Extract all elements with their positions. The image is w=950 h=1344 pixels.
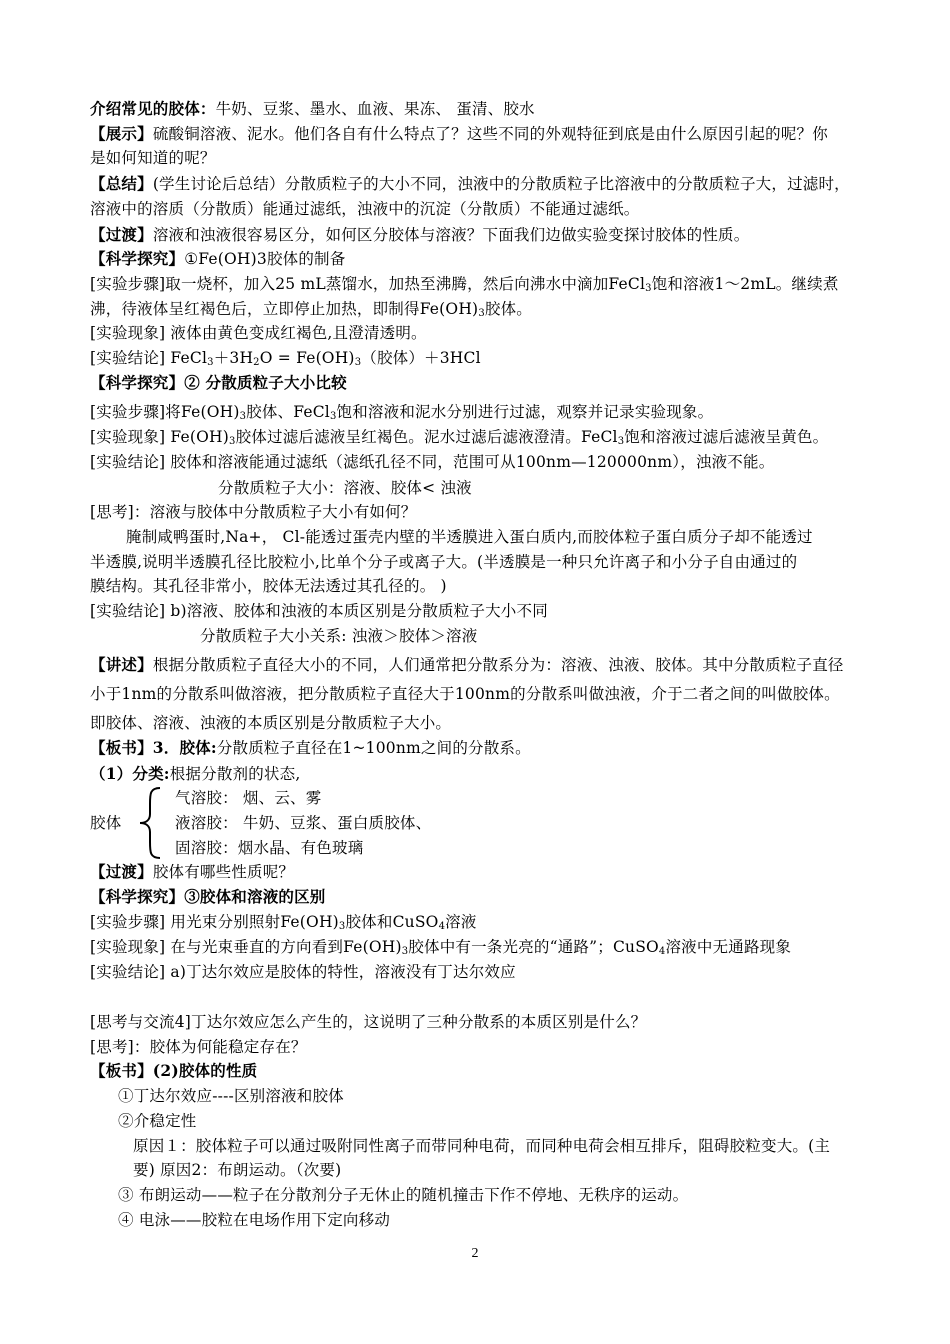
science-explore-3: 【科学探究】③胶体和溶液的区别 <box>90 887 326 906</box>
summary-paragraph: 【总结】(学生讨论后总结）分散质粒子的大小不同，浊液中的分散质粒子比溶液中的分散质粒子大，过滤时， <box>90 174 850 193</box>
salted-egg-paragraph-cont2: 膜结构。其孔径非常小，胶体无法透过其孔径的。 ) <box>90 577 447 595</box>
property-brownian: ③ 布朗运动——粒子在分散剂分子无休止的随机撞击下作不停地、无秩序的运动。 <box>118 1186 689 1204</box>
lecture-paragraph-cont1: 小于1nm的分散系叫做溶液，把分散质粒子直径大于100nm的分散系叫做浊液，介于二者之间的叫做胶体。 <box>90 685 840 703</box>
particle-size-line: 分散质粒子大小：溶液、胶体< 浊液 <box>218 479 472 497</box>
experiment-phenomenon-2: [实验现象] $Fe(OH)_3$胶体过滤后滤液呈红褐色。泥水过滤后滤液澄清。FeCl$_3$饱和溶液过滤后滤液呈黄色。 <box>90 428 829 447</box>
reason-1: 原因１：胶体粒子可以通过吸附同性离子而带同种电荷，而同种电荷会相互排斥，阻碍胶粒变大。(主 <box>133 1137 831 1155</box>
experiment-conclusion-1: [实验结论] $FeCl_3+3H_2O = Fe(OH)_3$（胶体）＋3HCl <box>90 349 481 368</box>
science-explore-1: 【科学探究】①Fe(OH)3胶体的制备 <box>90 249 346 268</box>
salted-egg-paragraph: 腌制咸鸭蛋时,Na+， Cl-能透过蛋壳内壁的半透膜进入蛋白质内,而胶体粒子蛋白质分子却不能透过 <box>126 528 813 546</box>
experiment-steps-3: [实验步骤] 用光束分别照射$Fe(OH)_3$胶体和CuSO$_4$溶液 <box>90 913 477 932</box>
curly-brace-icon <box>136 786 166 860</box>
experiment-steps-2: [实验步骤]将$Fe(OH)_3$胶体、FeCl$_3$饱和溶液和泥水分别进行过滤，观察并记录实验现象。 <box>90 403 714 422</box>
transition-line-2: 【过渡】胶体有哪些性质呢？ <box>90 862 295 881</box>
reason-1-cont: 要) 原因2：布朗运动。（次要) <box>133 1161 342 1179</box>
summary-paragraph-cont: 溶液中的溶质（分散质）能通过滤纸，浊液中的沉淀（分散质）不能通过滤纸。 <box>90 200 640 218</box>
think-question-1: [思考]：溶液与胶体中分散质粒子大小有如何？ <box>90 503 417 521</box>
page-number: 2 <box>471 1246 479 1261</box>
intro-common-colloids: 介绍常见的胶体：牛奶、豆浆、墨水、血液、果冻、 蛋清、胶水 <box>90 99 535 118</box>
board-note-3: 【板书】3．胶体:分散质粒子直径在1~100nm之间的分散系。 <box>90 738 531 757</box>
salted-egg-paragraph-cont1: 半透膜,说明半透膜孔径比胶粒小,比单个分子或离子大。(半透膜是一种只允许离子和小分子自由通过的 <box>90 553 798 571</box>
solid-sol-line: 固溶胶：烟水晶、有色玻璃 <box>175 839 364 857</box>
experiment-steps-1-cont: 沸，待液体呈红褐色后，立即停止加热，即制得$Fe(OH)_3$胶体。 <box>90 300 532 319</box>
property-metastable: ②介稳定性 <box>118 1112 197 1130</box>
experiment-phenomenon-1: [实验现象] 液体由黄色变成红褐色,且澄清透明。 <box>90 324 427 342</box>
think-exchange-4: [思考与交流4]丁达尔效应怎么产生的，这说明了三种分散系的本质区别是什么？ <box>90 1013 647 1031</box>
lecture-paragraph-cont2: 即胶体、溶液、浊液的本质区别是分散质粒子大小。 <box>90 714 452 732</box>
experiment-conclusion-b: [实验结论] b)溶液、胶体和浊液的本质区别是分散质粒子大小不同 <box>90 602 548 620</box>
transition-line: 【过渡】溶液和浊液很容易区分，如何区分胶体与溶液？下面我们边做实验变探讨胶体的性质。 <box>90 225 750 244</box>
display-paragraph-cont: 是如何知道的呢？ <box>90 149 216 167</box>
think-question-2: [思考]：胶体为何能稳定存在？ <box>90 1038 307 1056</box>
science-explore-2: 【科学探究】② 分散质粒子大小比较 <box>90 373 347 392</box>
experiment-conclusion-3: [实验结论] a)丁达尔效应是胶体的特性，溶液没有丁达尔效应 <box>90 963 516 981</box>
classification-line: （1）分类:根据分散剂的状态, <box>90 764 301 783</box>
size-relation-line: 分散质粒子大小关系: 浊液＞胶体＞溶液 <box>200 627 478 645</box>
display-paragraph: 【展示】硫酸铜溶液、泥水。他们各自有什么特点了？这些不同的外观特征到底是由什么原因引起的呢？你 <box>90 124 828 143</box>
lecture-paragraph: 【讲述】根据分散质粒子直径大小的不同，人们通常把分散系分为：溶液、浊液、胶体。其中分散质粒子直径 <box>90 655 844 674</box>
property-tyndall: ①丁达尔效应----区别溶液和胶体 <box>118 1087 344 1105</box>
colloid-label: 胶体 <box>90 814 122 832</box>
experiment-conclusion-2: [实验结论] 胶体和溶液能通过滤纸（滤纸孔径不同，范围可从100nm—120000nm），浊液不能。 <box>90 453 775 471</box>
experiment-phenomenon-3: [实验现象] 在与光束垂直的方向看到$Fe(OH)_3$胶体中有一条光亮的“通路”；CuSO$_4$溶液中无通路现象 <box>90 938 792 957</box>
property-electrophoresis: ④ 电泳——胶粒在电场作用下定向移动 <box>118 1211 391 1229</box>
experiment-steps-1: [实验步骤]取一烧杯，加入25 mL蒸馏水，加热至沸腾，然后向沸水中滴加FeCl$_3$饱和溶液1～2mL。继续煮 <box>90 275 839 294</box>
aerosol-line: 气溶胶： 烟、云、雾 <box>175 789 322 807</box>
board-note-properties: 【板书】(2)胶体的性质 <box>90 1061 258 1080</box>
liquid-sol-line: 液溶胶： 牛奶、豆浆、蛋白质胶体、 <box>175 814 432 832</box>
